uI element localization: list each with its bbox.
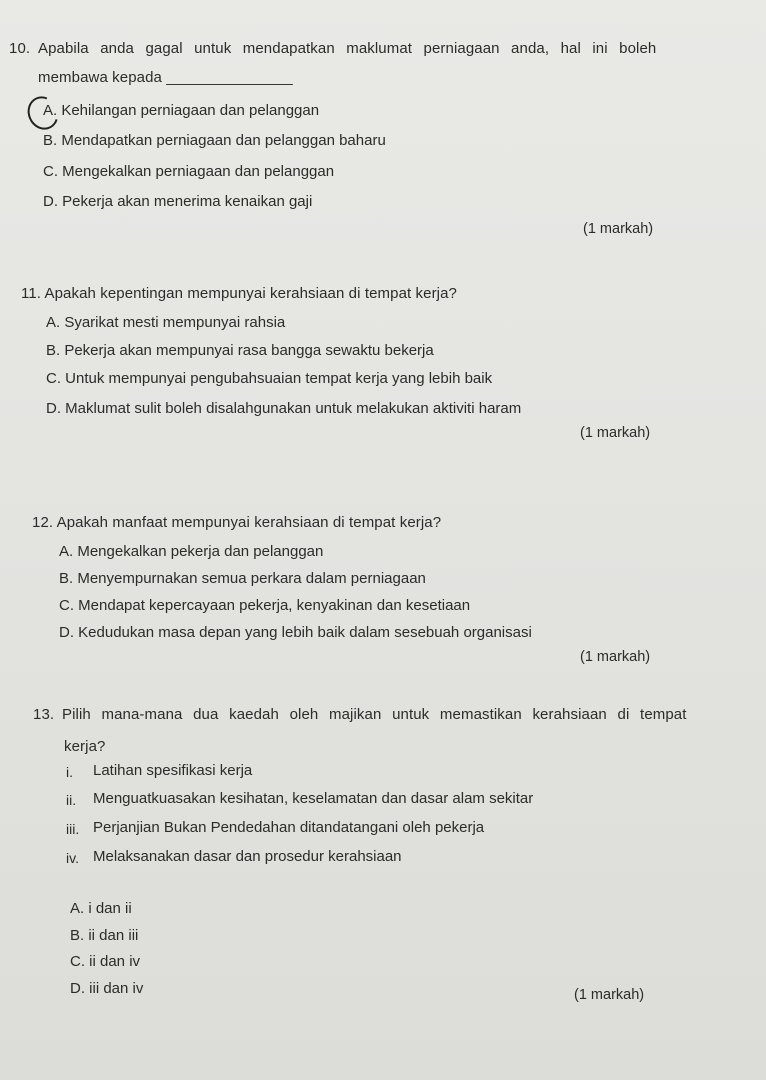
question-13-option-b: B. ii dan iii: [70, 927, 139, 944]
question-13-number: 13.: [33, 706, 55, 723]
question-11-stem: 11. Apakah kepentingan mempunyai kerahsiaan di tempat kerja?: [21, 285, 457, 302]
question-13-option-d: D. iii dan iv: [70, 980, 144, 997]
statement-ii-text: Menguatkuasakan kesihatan, keselamatan dan dasar alam sekitar: [93, 790, 534, 807]
question-10-marks: (1 markah): [583, 221, 654, 237]
question-10-stem-line1: Apabila anda gagal untuk mendapatkan maklumat perniagaan anda, hal ini boleh: [38, 40, 657, 57]
statement-iv-text: Melaksanakan dasar dan prosedur kerahsiaan: [93, 848, 402, 865]
question-11-option-d: D. Maklumat sulit boleh disalahgunakan untuk melakukan aktiviti haram: [46, 400, 522, 417]
statement-iii-text: Perjanjian Bukan Pendedahan ditandatangani oleh pekerja: [93, 819, 485, 836]
question-11-marks: (1 markah): [580, 425, 651, 441]
statement-i-number: i.: [66, 764, 73, 780]
question-11-option-c: C. Untuk mempunyai pengubahsuaian tempat kerja yang lebih baik: [46, 370, 493, 387]
question-12-stem: 12. Apakah manfaat mempunyai kerahsiaan di tempat kerja?: [32, 514, 442, 531]
question-10-option-c: C. Mengekalkan perniagaan dan pelanggan: [43, 163, 335, 180]
question-10-stem-line2: membawa kepada _______________: [38, 69, 293, 86]
question-12-marks: (1 markah): [580, 649, 651, 665]
question-13-option-c: C. ii dan iv: [70, 953, 141, 970]
question-12-option-a: A. Mengekalkan pekerja dan pelanggan: [59, 543, 324, 560]
statement-iii-number: iii.: [66, 821, 80, 837]
question-13-marks: (1 markah): [574, 987, 645, 1003]
question-12-option-c: C. Mendapat kepercayaan pekerja, kenyakinan dan kesetiaan: [59, 597, 471, 614]
question-10-option-a: A. Kehilangan perniagaan dan pelanggan: [43, 102, 320, 119]
statement-i-text: Latihan spesifikasi kerja: [93, 762, 253, 779]
question-10-option-b: B. Mendapatkan perniagaan dan pelanggan baharu: [43, 132, 386, 149]
question-13-stem-line2: kerja?: [64, 738, 106, 755]
statement-iv-number: iv.: [66, 850, 79, 866]
question-13-stem-line1: Pilih mana-mana dua kaedah oleh majikan untuk memastikan kerahsiaan di tempat: [62, 706, 687, 723]
question-11-option-a: A. Syarikat mesti mempunyai rahsia: [46, 314, 286, 331]
question-10-option-d: D. Pekerja akan menerima kenaikan gaji: [43, 193, 313, 210]
question-13-option-a: A. i dan ii: [70, 900, 132, 917]
question-10-number: 10.: [9, 40, 31, 57]
statement-ii-number: ii.: [66, 792, 77, 808]
question-12-option-d: D. Kedudukan masa depan yang lebih baik dalam sesebuah organisasi: [59, 624, 532, 641]
question-12-option-b: B. Menyempurnakan semua perkara dalam perniagaan: [59, 570, 426, 587]
question-11-option-b: B. Pekerja akan mempunyai rasa bangga sewaktu bekerja: [46, 342, 434, 359]
